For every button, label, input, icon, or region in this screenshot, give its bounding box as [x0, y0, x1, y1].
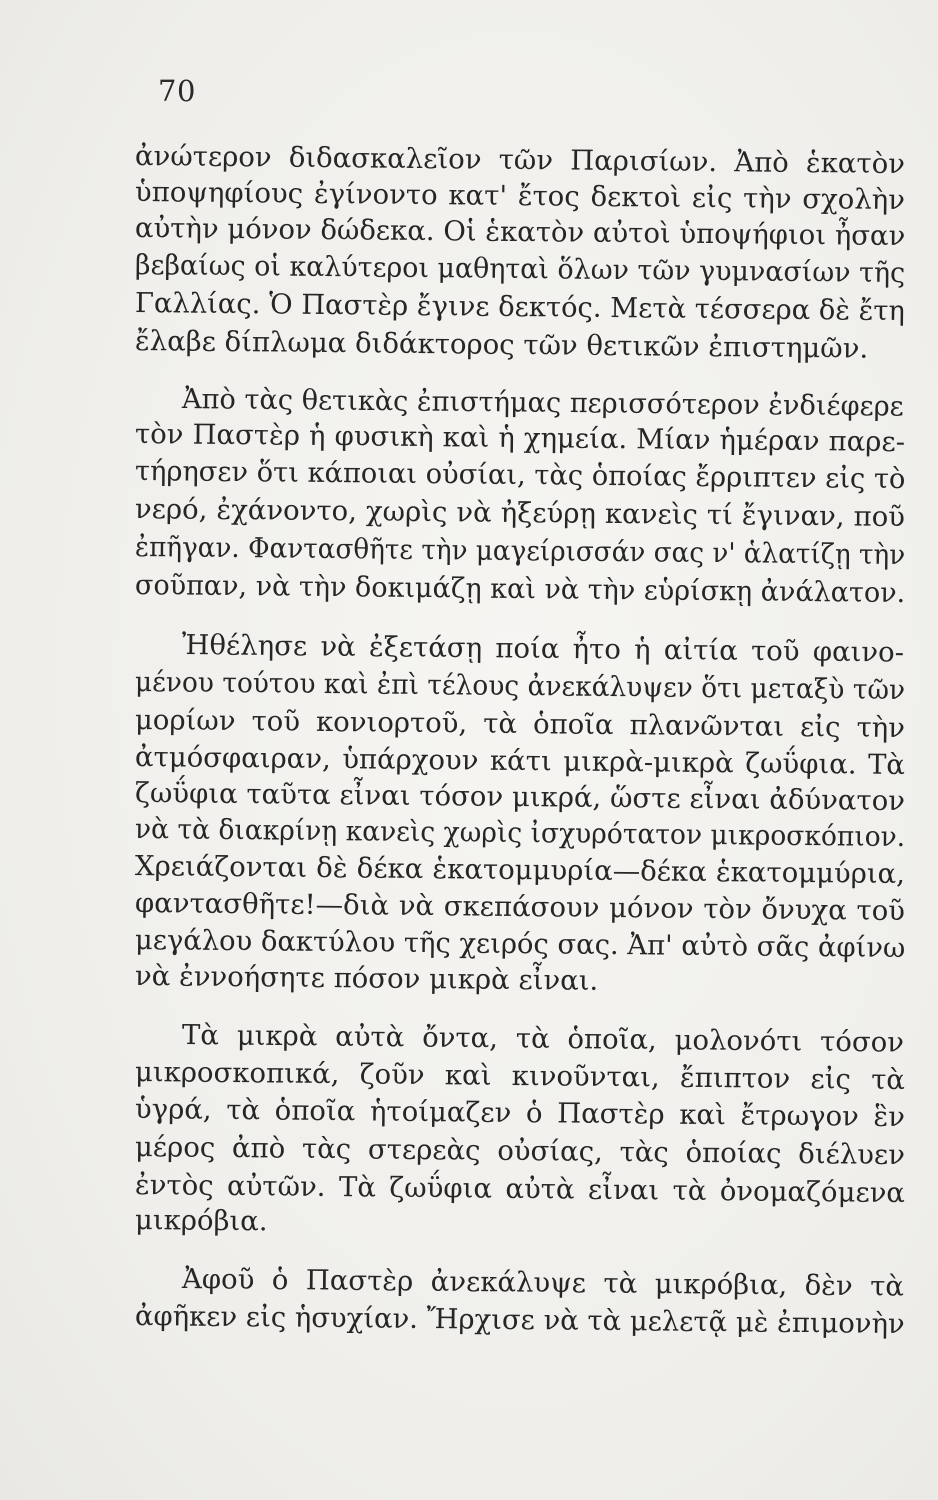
- text-line: μορίων τοῦ κονιορτοῦ, τὰ ὁποῖα πλανῶνται εἰς τὴν: [134, 704, 906, 745]
- text-line: ἀτμόσφαιραν, ὑπάρχουν κάτι μικρὰ-μικρὰ ζωΰφια. Τὰ: [134, 741, 906, 782]
- text-line: ἀνώτερον διδασκαλεῖον τῶν Παρισίων. Ἀπὸ ἑκατὸν: [134, 140, 906, 181]
- text-line: ἐντὸς αὐτῶν. Τὰ ζωΰφια αὐτὰ εἶναι τὰ ὀνομαζόμενα: [134, 1169, 906, 1210]
- text-line: ἐπῆγαν. Φαντασθῆτε τὴν μαγείρισσάν σας ν' ἁλατίζῃ τὴν: [134, 531, 906, 572]
- text-line: ὑποψηφίους ἐγίνοντο κατ' ἔτος δεκτοὶ εἰς τὴν σχολὴν: [134, 176, 906, 217]
- text-line: μέρος ἀπὸ τὰς στερεὰς οὐσίας, τὰς ὁποίας διέλυεν: [134, 1131, 906, 1172]
- text-line: Ἠθέλησε νὰ ἐξετάσῃ ποία ἦτο ἡ αἰτία τοῦ φαινο-: [181, 629, 905, 669]
- text-line: ζωΰφια ταῦτα εἶναι τόσον μικρά, ὥστε εἶναι ἀδύνατον: [134, 777, 906, 818]
- text-line: αὐτὴν μόνον δώδεκα. Οἱ ἑκατὸν αὐτοὶ ὑποψήφιοι ἦσαν: [134, 212, 906, 253]
- page-number: 70: [158, 74, 196, 108]
- text-line: τήρησεν ὅτι κάποιαι οὐσίαι, τὰς ὁποίας ἔρριπτεν εἰς τὸ: [134, 455, 906, 496]
- text-line: φαντασθῆτε!—διὰ νὰ σκεπάσουν μόνον τὸν ὄνυχα τοῦ: [134, 887, 906, 928]
- text-line: ἀφῆκεν εἰς ἡσυχίαν. Ἤρχισε νὰ τὰ μελετᾷ μὲ ἐπιμονὴν: [134, 1300, 905, 1341]
- text-line: Τὰ μικρὰ αὐτὰ ὄντα, τὰ ὁποῖα, μολονότι τόσον: [181, 1019, 905, 1059]
- text-line: νερό, ἐχάνοντο, χωρὶς νὰ ἠξεύρῃ κανεὶς τί ἔγιναν, ποῦ: [134, 493, 906, 534]
- text-line: νὰ ἐννοήσητε πόσον μικρὰ εἶναι.: [134, 960, 599, 997]
- text-line: Χρειάζονται δὲ δέκα ἑκατομμυρία—δέκα ἑκατομμύρια,: [134, 850, 906, 891]
- text-line: μεγάλου δακτύλου τῆς χειρός σας. Ἀπ' αὐτὸ σᾶς ἀφίνω: [134, 924, 906, 965]
- text-line: μικρόβια.: [134, 1204, 268, 1238]
- text-line: βεβαίως οἱ καλύτεροι μαθηταὶ ὅλων τῶν γυμνασίων τῆς: [134, 249, 906, 290]
- text-line: τὸν Παστὲρ ἡ φυσικὴ καὶ ἡ χημεία. Μίαν ἡμέραν παρε-: [134, 418, 906, 459]
- text-line: μένου τούτου καὶ ἐπὶ τέλους ἀνεκάλυψεν ὅτι μεταξὺ τῶν: [134, 666, 906, 707]
- text-line: ἔλαβε δίπλωμα διδάκτορος τῶν θετικῶν ἐπιστημῶν.: [134, 325, 869, 365]
- text-line: σοῦπαν, νὰ τὴν δοκιμάζῃ καὶ νὰ τὴν εὑρίσκῃ ἀνάλατον.: [134, 569, 906, 610]
- text-line: ὑγρά, τὰ ὁποῖα ἡτοίμαζεν ὁ Παστὲρ καὶ ἔτρωγον ἓν: [134, 1093, 906, 1134]
- text-line: Ἀφοῦ ὁ Παστὲρ ἀνεκάλυψε τὰ μικρόβια, δὲν τὰ: [181, 1263, 905, 1303]
- text-line: Ἀπὸ τὰς θετικὰς ἐπιστήμας περισσότερον ἐνδιέφερε: [181, 383, 904, 423]
- text-line: μικροσκοπικά, ζοῦν καὶ κινοῦνται, ἔπιπτον εἰς τὰ: [134, 1056, 906, 1097]
- text-line: Γαλλίας. Ὁ Παστὲρ ἔγινε δεκτός. Μετὰ τέσσερα δὲ ἔτη: [134, 287, 906, 328]
- text-line: νὰ τὰ διακρίνῃ κανεὶς χωρὶς ἰσχυρότατον μικροσκόπιον.: [134, 813, 906, 854]
